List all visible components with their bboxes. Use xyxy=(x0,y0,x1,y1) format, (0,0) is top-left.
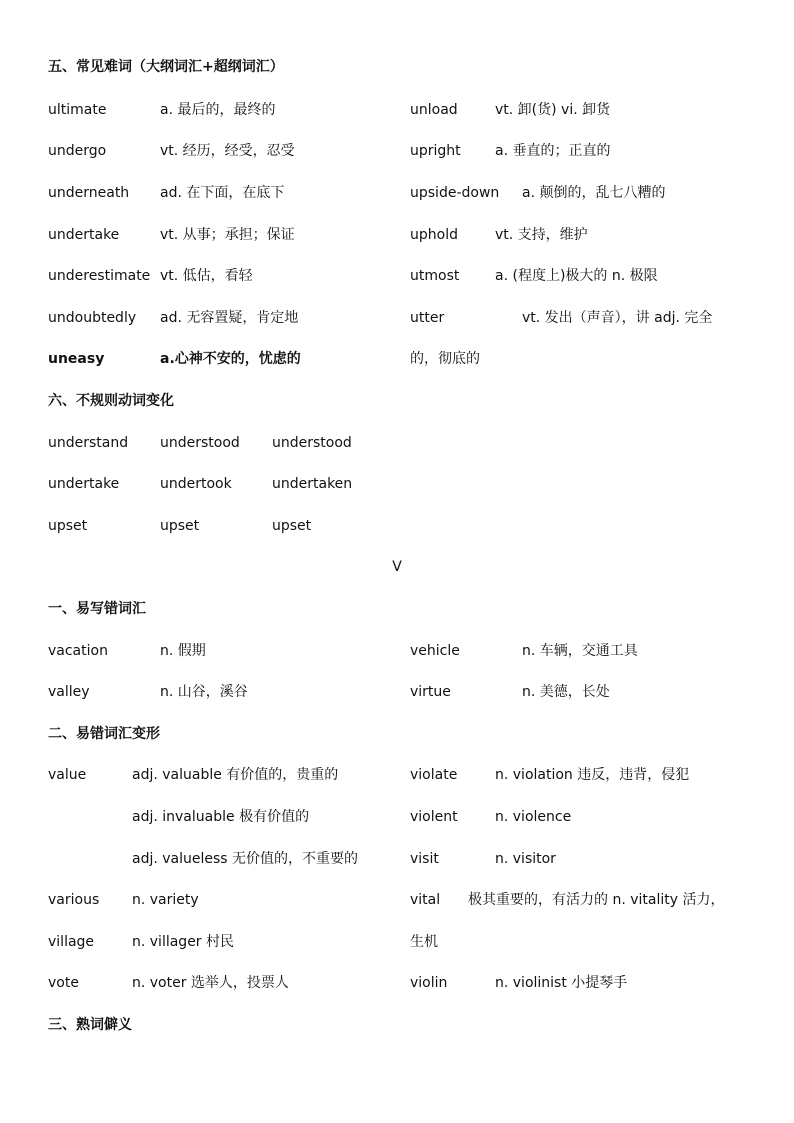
definition: vt. 从事；承担；保证 xyxy=(160,227,295,243)
definition: vt. 发出（声音），讲 adj. 完全 xyxy=(522,310,713,326)
letter-heading: V xyxy=(392,559,402,575)
word-unload: unload xyxy=(410,102,458,118)
word-form: 极其重要的，有活力的 n. vitality 活力， xyxy=(468,892,725,908)
word-valley: valley xyxy=(48,684,90,700)
definition-continuation: 的，彻底的 xyxy=(410,351,480,367)
word-violate: violate xyxy=(410,767,458,783)
definition: n. 车辆，交通工具 xyxy=(522,643,638,659)
definition: vt. 经历，经受，忍受 xyxy=(160,143,295,159)
definition: n. 美德，长处 xyxy=(522,684,610,700)
section6-heading: 六、不规则动词变化 xyxy=(48,393,174,409)
definition: n. 山谷，溪谷 xyxy=(160,684,248,700)
word-vital: vital xyxy=(410,892,441,908)
definition: a. 最后的，最终的 xyxy=(160,102,276,118)
definition: a. 颠倒的，乱七八糟的 xyxy=(522,185,666,201)
word-undertake: undertake xyxy=(48,227,120,243)
verb-past: undertook xyxy=(160,476,232,492)
v-section1-heading: 一、易写错词汇 xyxy=(48,601,146,617)
verb-base: understand xyxy=(48,435,129,451)
word-value: value xyxy=(48,767,87,783)
word-form: n. voter 选举人，投票人 xyxy=(132,975,289,991)
word-form: adj. valuable 有价值的，贵重的 xyxy=(132,767,339,783)
word-violin: violin xyxy=(410,975,448,991)
verb-past: understood xyxy=(160,435,240,451)
verb-past-participle: undertaken xyxy=(272,476,353,492)
word-utter: utter xyxy=(410,310,445,326)
word-form: n. violinist 小提琴手 xyxy=(495,975,628,991)
word-form: n. violation 违反，违背，侵犯 xyxy=(495,767,690,783)
word-form: adj. invaluable 极有价值的 xyxy=(132,809,310,825)
word-underestimate: underestimate xyxy=(48,268,151,284)
word-undoubtedly: undoubtedly xyxy=(48,310,137,326)
definition: a.心神不安的，忧虑的 xyxy=(160,351,301,367)
definition: vt. 卸(货) vi. 卸货 xyxy=(495,102,611,118)
word-vehicle: vehicle xyxy=(410,643,460,659)
word-undergo: undergo xyxy=(48,143,107,159)
word-virtue: virtue xyxy=(410,684,451,700)
definition-continuation: 生机 xyxy=(410,934,438,950)
definition: a. (程度上)极大的 n. 极限 xyxy=(495,268,658,284)
word-various: various xyxy=(48,892,100,908)
verb-base: upset xyxy=(48,518,88,534)
word-form: n. visitor xyxy=(495,851,556,867)
verb-past-participle: upset xyxy=(272,518,312,534)
word-form: n. villager 村民 xyxy=(132,934,235,950)
definition: n. 假期 xyxy=(160,643,206,659)
verb-past: upset xyxy=(160,518,200,534)
word-upside-down: upside-down xyxy=(410,185,500,201)
word-violent: violent xyxy=(410,809,458,825)
definition: a. 垂直的；正直的 xyxy=(495,143,611,159)
verb-base: undertake xyxy=(48,476,120,492)
word-form: n. violence xyxy=(495,809,572,825)
word-form: adj. valueless 无价值的，不重要的 xyxy=(132,851,359,867)
definition: ad. 在下面，在底下 xyxy=(160,185,285,201)
word-vacation: vacation xyxy=(48,643,108,659)
word-underneath: underneath xyxy=(48,185,130,201)
section5-heading: 五、常见难词（大纲词汇+超纲词汇） xyxy=(48,59,284,75)
definition: vt. 低估，看轻 xyxy=(160,268,253,284)
word-uneasy: uneasy xyxy=(48,351,105,367)
word-vote: vote xyxy=(48,975,79,991)
word-upright: upright xyxy=(410,143,461,159)
verb-past-participle: understood xyxy=(272,435,352,451)
word-village: village xyxy=(48,934,95,950)
definition: ad. 无容置疑，肯定地 xyxy=(160,310,299,326)
v-section2-heading: 二、易错词汇变形 xyxy=(48,726,160,742)
word-utmost: utmost xyxy=(410,268,460,284)
word-ultimate: ultimate xyxy=(48,102,107,118)
word-form: n. variety xyxy=(132,892,199,908)
v-section3-heading: 三、熟词僻义 xyxy=(48,1017,132,1033)
definition: vt. 支持，维护 xyxy=(495,227,588,243)
word-visit: visit xyxy=(410,851,439,867)
word-uphold: uphold xyxy=(410,227,458,243)
